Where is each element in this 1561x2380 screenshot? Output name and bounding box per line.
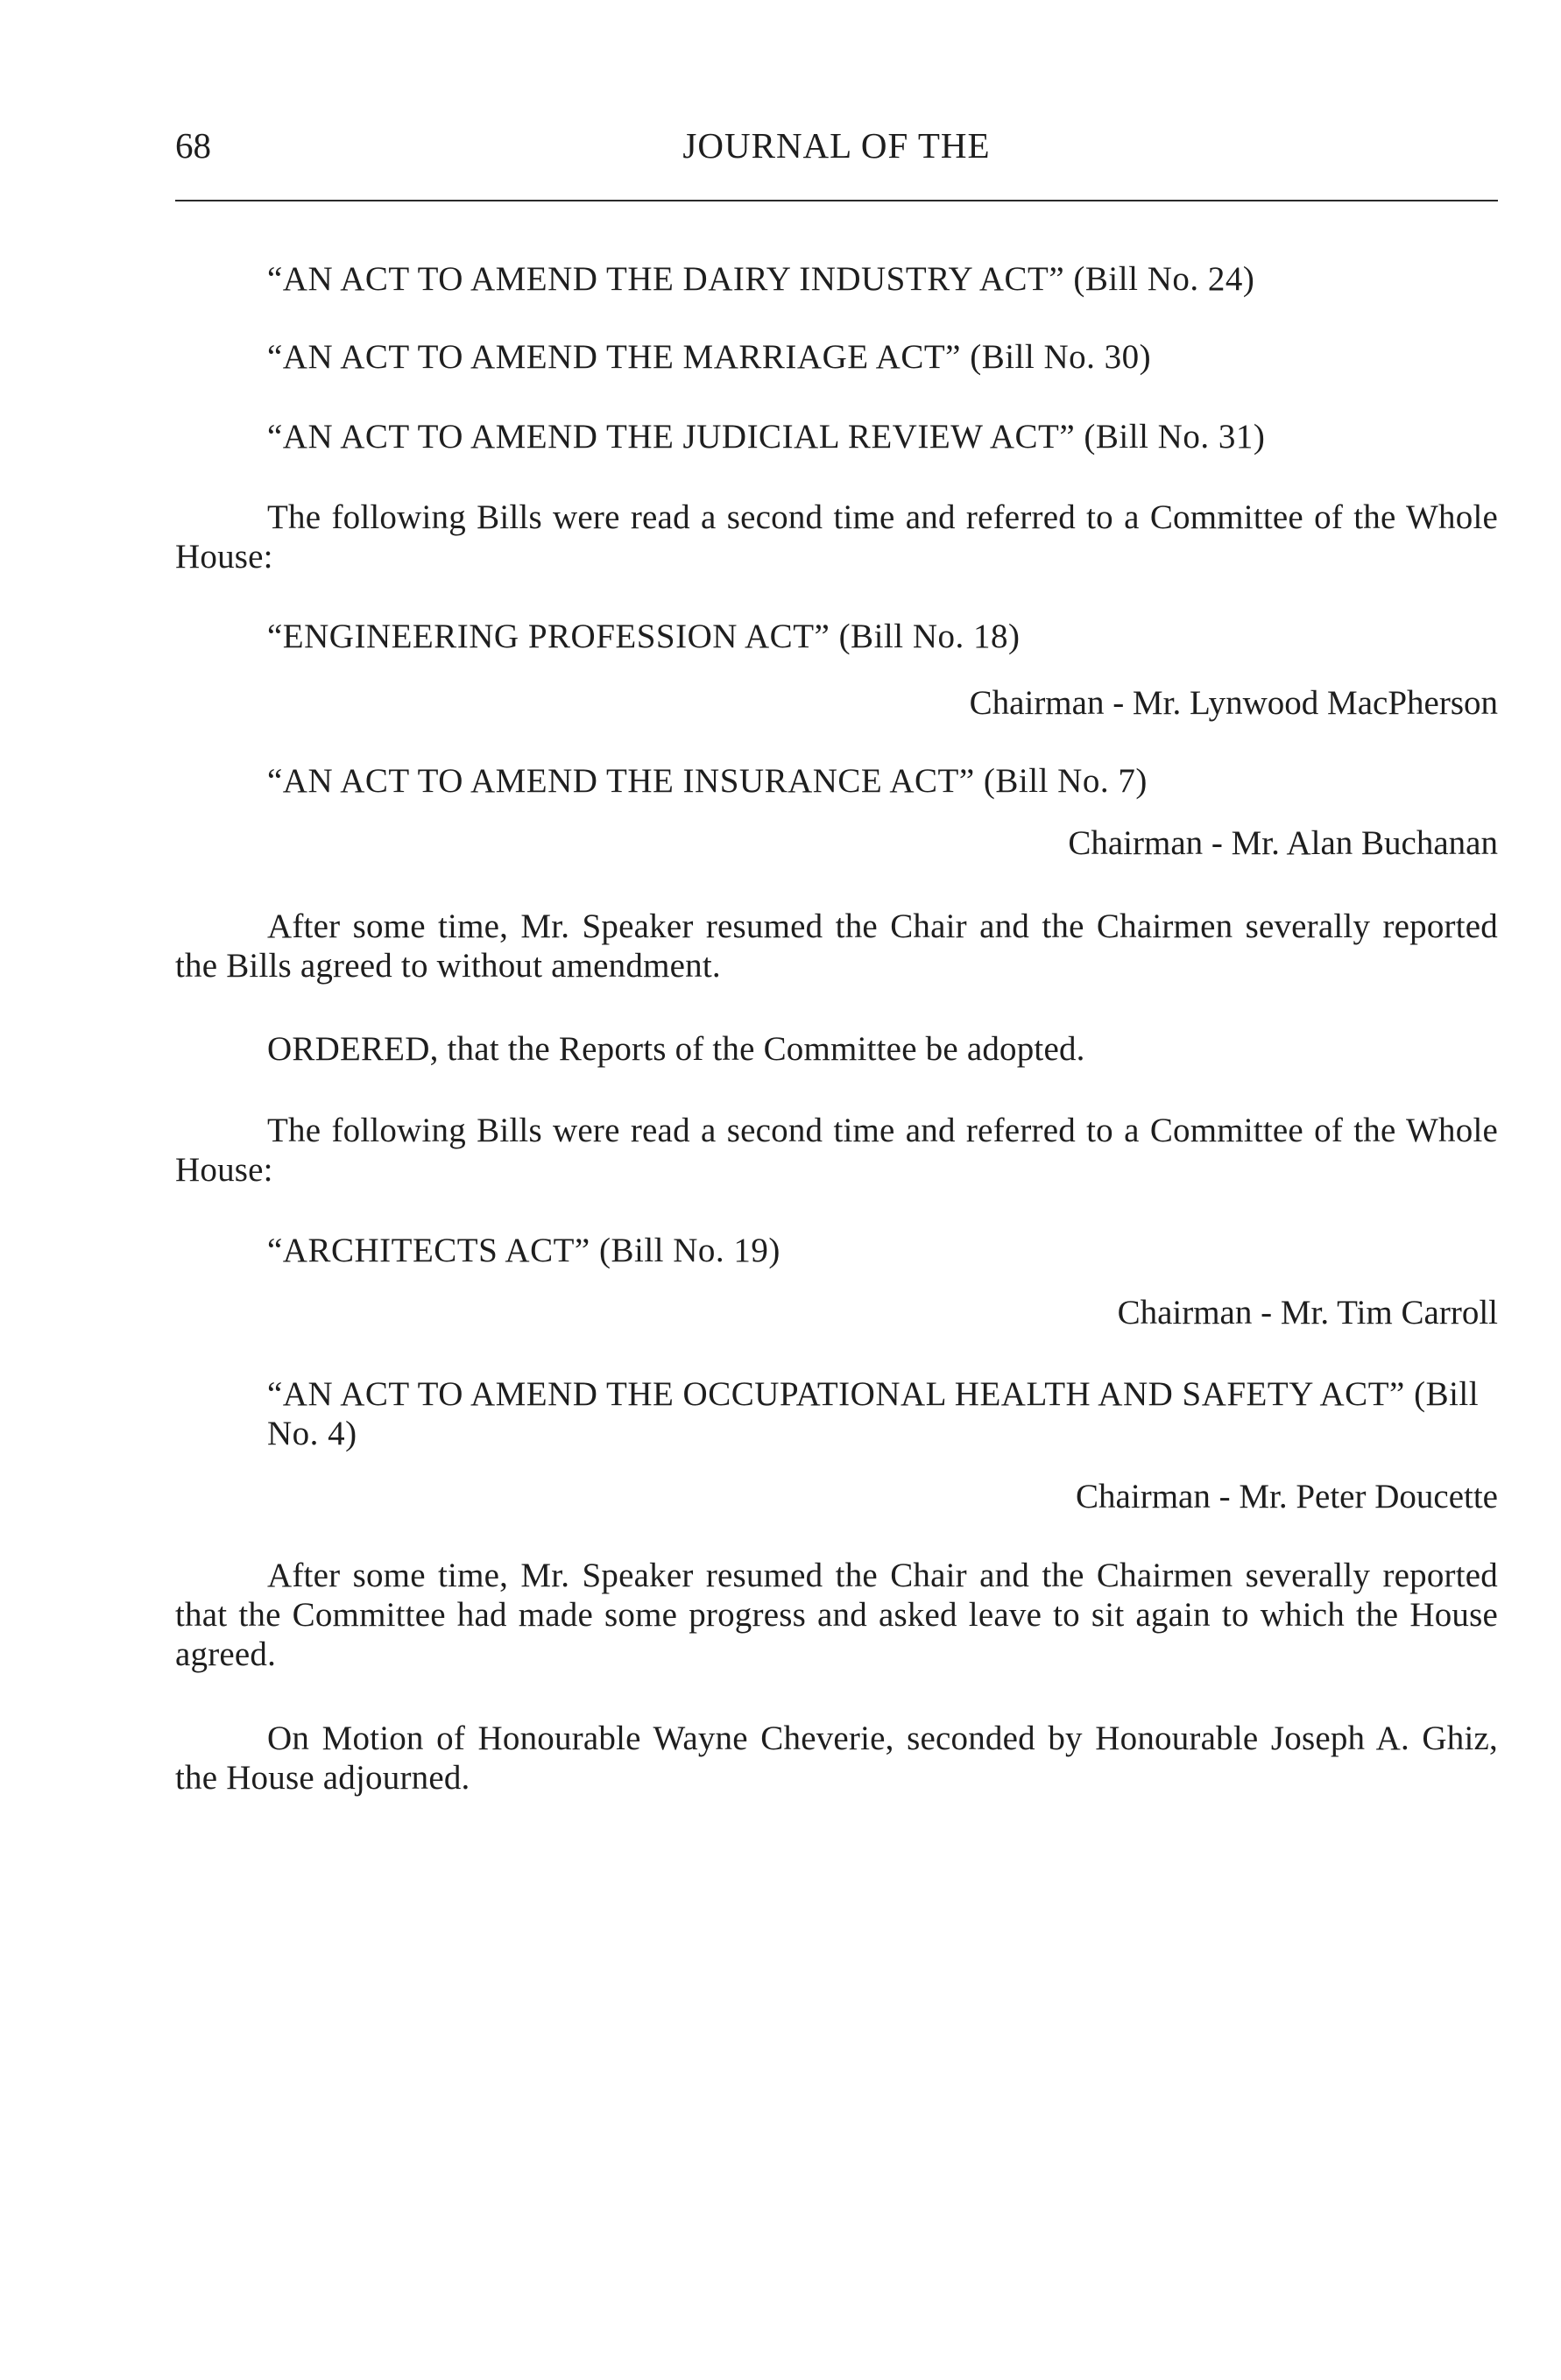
bill-title-24: “AN ACT TO AMEND THE DAIRY INDUSTRY ACT” (Bill No. 24) [267,260,1255,298]
chairman-bill-7: Chairman - Mr. Alan Buchanan [1068,824,1498,862]
chairman-bill-18: Chairman - Mr. Lynwood MacPherson [969,684,1498,722]
chairman-bill-19: Chairman - Mr. Tim Carroll [1117,1294,1498,1331]
paragraph-report-1: After some time, Mr. Speaker resumed the Chair and the Chairmen severally reported the Bills agreed to without amendment. [175,908,1498,985]
bill-title-19: “ARCHITECTS ACT” (Bill No. 19) [267,1232,780,1269]
page-header [175,124,1498,166]
bill-title-18: “ENGINEERING PROFESSION ACT” (Bill No. 18) [267,618,1021,655]
paragraph-report-2: After some time, Mr. Speaker resumed the Chair and the Chairmen severally reported that the Committee had made some progress and asked leave to sit again to which the House agreed. [175,1557,1498,1673]
bill-title-30: “AN ACT TO AMEND THE MARRIAGE ACT” (Bill No. 30) [267,338,1152,376]
running-head: JOURNAL OF THE [682,125,991,166]
paragraph-second-reading-1: The following Bills were read a second time and referred to a Committee of the Whole House: [175,498,1498,576]
paragraph-adjourn: On Motion of Honourable Wayne Cheverie, seconded by Honourable Joseph A. Ghiz, the House adjourned. [175,1720,1498,1797]
chairman-bill-4: Chairman - Mr. Peter Doucette [1076,1478,1498,1515]
paragraph-second-reading-2: The following Bills were read a second time and referred to a Committee of the Whole House: [175,1112,1498,1189]
bill-title-7: “AN ACT TO AMEND THE INSURANCE ACT” (Bill No. 7) [267,762,1148,800]
bill-title-4: “AN ACT TO AMEND THE OCCUPATIONAL HEALTH AND SAFETY ACT” (Bill No. 4) [267,1375,1480,1452]
page-number: 68 [175,125,211,166]
paragraph-ordered: ORDERED, that the Reports of the Committee be adopted. [267,1030,1085,1068]
header-rule [175,200,1498,201]
bill-title-31: “AN ACT TO AMEND THE JUDICIAL REVIEW ACT” (Bill No. 31) [267,418,1266,456]
